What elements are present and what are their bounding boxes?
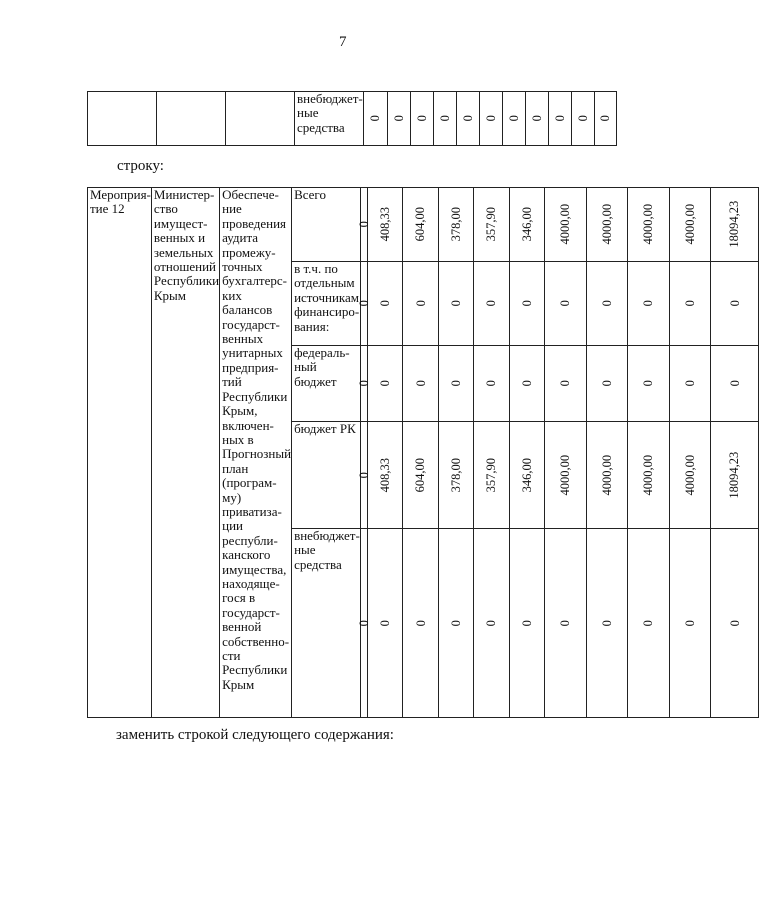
- value-cell: 4000,00: [586, 188, 628, 262]
- value-cell: 0: [711, 529, 759, 718]
- value-cell: 604,00: [403, 188, 438, 262]
- value-cell: 4000,00: [669, 422, 711, 529]
- value-cell: 0: [628, 529, 670, 718]
- empty-cell: [88, 92, 157, 146]
- value-cell: 0: [571, 92, 594, 146]
- source-cell: внебюджет-ные средства: [295, 92, 364, 146]
- value-cell: 4000,00: [628, 422, 670, 529]
- value-cell: 4000,00: [544, 188, 586, 262]
- value-cell: 0: [548, 92, 571, 146]
- value-cell: 378,00: [438, 188, 473, 262]
- value-cell: 18094,23: [711, 422, 759, 529]
- value-cell: 0: [360, 262, 367, 346]
- value-cell: 0: [438, 346, 473, 422]
- value-cell: 0: [368, 262, 403, 346]
- value-cell: 0: [438, 262, 473, 346]
- value-cell: 0: [403, 529, 438, 718]
- value-cell: 0: [669, 346, 711, 422]
- value-cell: 0: [525, 92, 548, 146]
- value-cell: 0: [711, 262, 759, 346]
- value-cell: 346,00: [509, 188, 544, 262]
- value-cell: 0: [474, 346, 509, 422]
- value-cell: 0: [474, 529, 509, 718]
- value-cell: 0: [544, 529, 586, 718]
- value-cell: 0: [433, 92, 456, 146]
- value-cell: 0: [363, 92, 387, 146]
- value-cell: 0: [360, 346, 367, 422]
- value-cell: 0: [628, 262, 670, 346]
- value-cell: 0: [586, 346, 628, 422]
- value-cell: 0: [509, 346, 544, 422]
- value-cell: 18094,23: [711, 188, 759, 262]
- empty-cell: [226, 92, 295, 146]
- value-cell: 4000,00: [586, 422, 628, 529]
- value-cell: 408,33: [368, 422, 403, 529]
- value-cell: 0: [586, 529, 628, 718]
- value-cell: 0: [387, 92, 410, 146]
- value-cell: 0: [368, 346, 403, 422]
- value-cell: 0: [594, 92, 616, 146]
- value-cell: 0: [586, 262, 628, 346]
- executor-cell: Министер-ство имущест-венных и земельных отношений Республики Крым: [151, 188, 219, 718]
- table-measure-12: [87, 187, 759, 718]
- value-cell: 4000,00: [628, 188, 670, 262]
- value-cell: 604,00: [403, 422, 438, 529]
- value-cell: 0: [360, 422, 367, 529]
- empty-cell: [157, 92, 226, 146]
- source-cell: бюджет РК: [292, 422, 361, 529]
- value-cell: 0: [502, 92, 525, 146]
- value-cell: 0: [669, 529, 711, 718]
- value-cell: 357,90: [474, 188, 509, 262]
- value-cell: 0: [360, 529, 367, 718]
- value-cell: 0: [456, 92, 479, 146]
- value-cell: 0: [360, 188, 367, 262]
- value-cell: 0: [403, 262, 438, 346]
- source-cell: федераль-ный бюджет: [292, 346, 361, 422]
- value-cell: 0: [711, 346, 759, 422]
- source-cell: Всего: [292, 188, 361, 262]
- value-cell: 4000,00: [669, 188, 711, 262]
- value-cell: 0: [479, 92, 502, 146]
- value-cell: 0: [474, 262, 509, 346]
- value-cell: 0: [410, 92, 433, 146]
- value-cell: 0: [628, 346, 670, 422]
- value-cell: 0: [438, 529, 473, 718]
- value-cell: 0: [509, 262, 544, 346]
- value-cell: 0: [368, 529, 403, 718]
- measure-cell: Мероприя-тие 12: [88, 188, 152, 718]
- table-top-fragment: [87, 91, 617, 146]
- caption-before: строку:: [117, 158, 164, 174]
- value-cell: 357,90: [474, 422, 509, 529]
- value-cell: 0: [669, 262, 711, 346]
- value-cell: 0: [544, 262, 586, 346]
- value-cell: 408,33: [368, 188, 403, 262]
- value-cell: 0: [544, 346, 586, 422]
- value-cell: 4000,00: [544, 422, 586, 529]
- source-cell: в т.ч. по отдельным источникам финансиро-вания:: [292, 262, 361, 346]
- value-cell: 346,00: [509, 422, 544, 529]
- caption-after: заменить строкой следующего содержания:: [116, 727, 394, 743]
- value-cell: 0: [509, 529, 544, 718]
- value-cell: 0: [403, 346, 438, 422]
- page-number: 7: [339, 34, 347, 50]
- source-cell: внебюджет-ные средства: [292, 529, 361, 718]
- description-cell: Обеспече-ние проведения аудита промежу-точных бухгалтерс-ких балансов государст-венных унитарных предприя-тий Республики Крым, включен-ных в Прогнозный план (програм-му) приватиза-ции республи-канского имущества, находяще-гося в государст-венной собственно-сти Республики Крым: [220, 188, 292, 718]
- value-cell: 378,00: [438, 422, 473, 529]
